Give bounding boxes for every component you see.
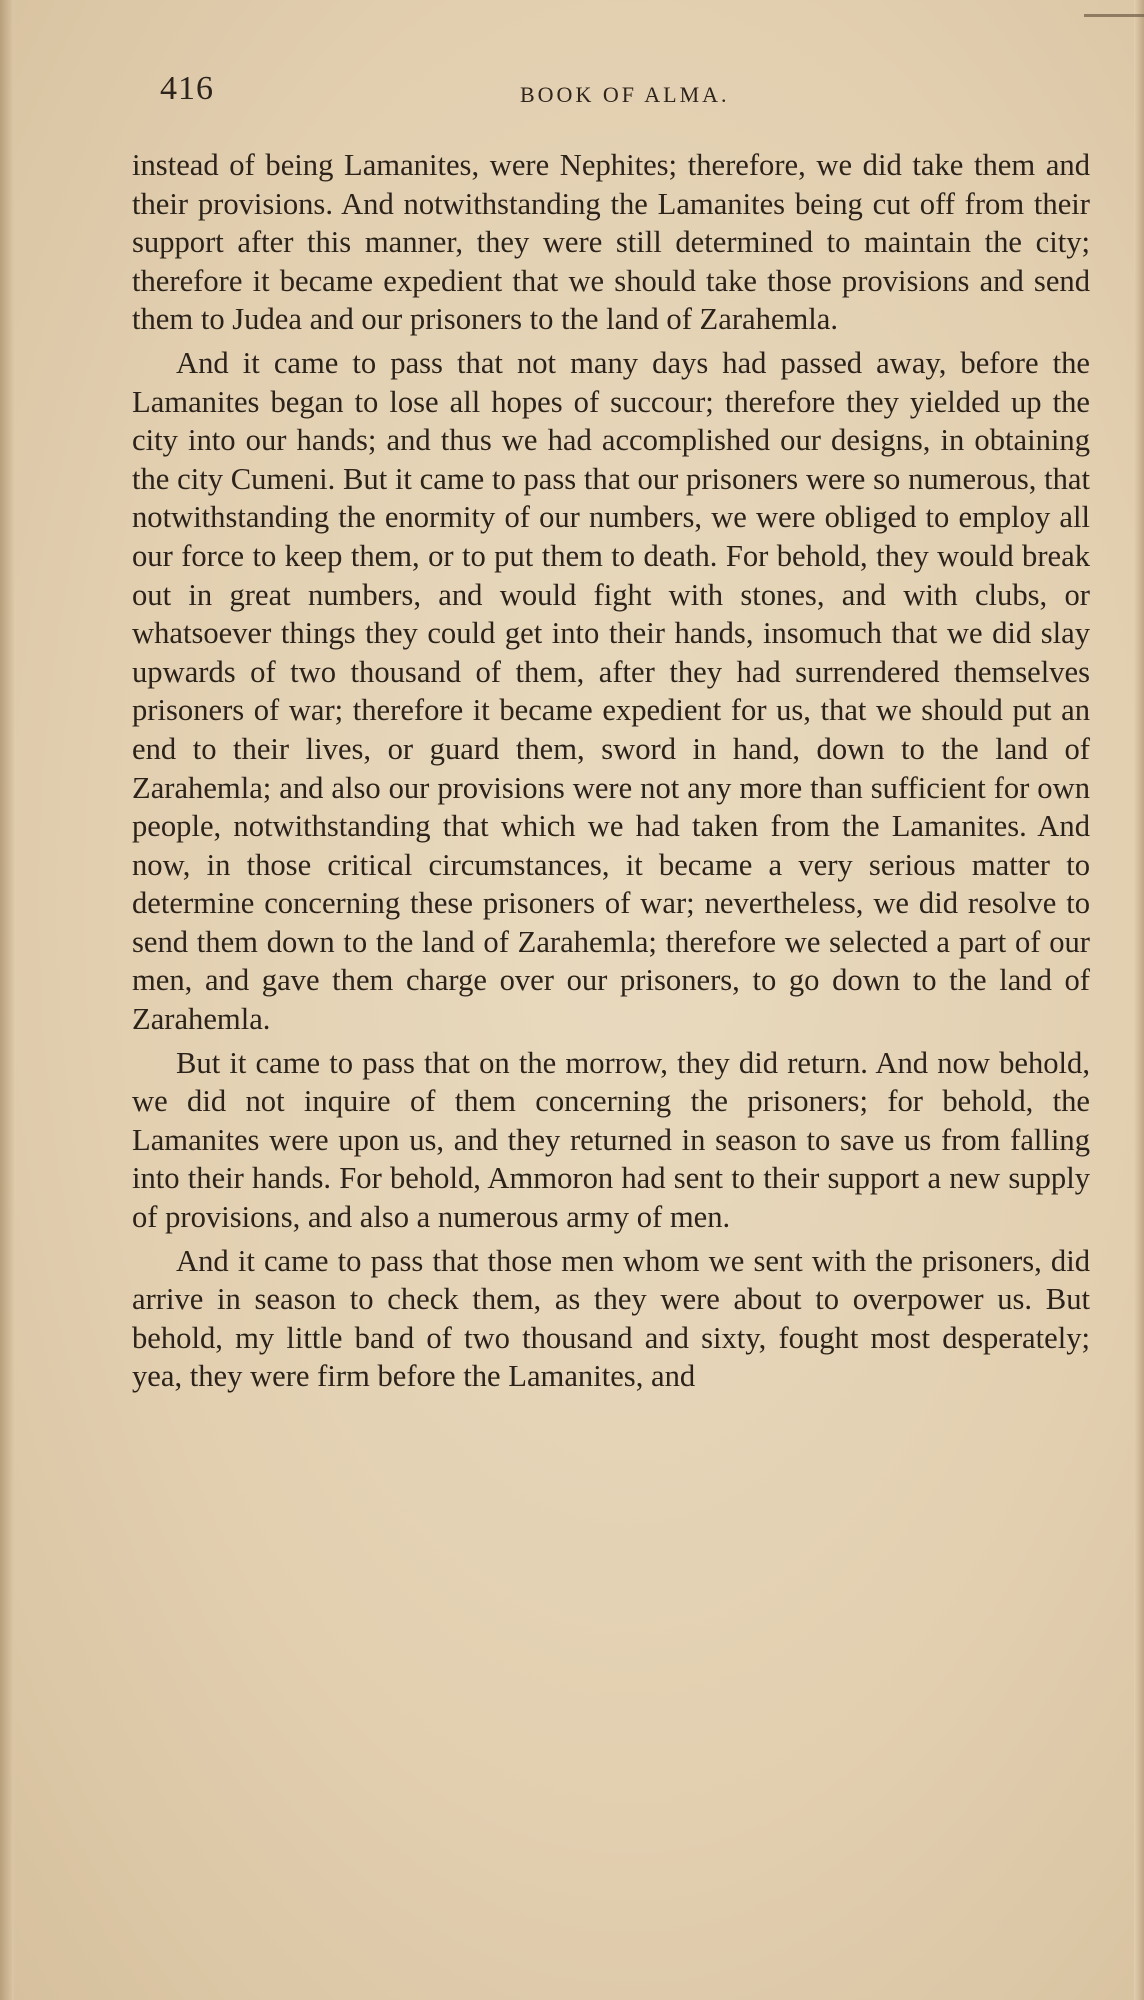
paragraph-continued: instead of being Lamanites, were Nephites; therefore, we did take them and their provisions. And notwithstanding the Lamanites being cut off from their support after this manner, they were still determined to maintain the city; therefore it became expedient that we should take those provisions and send them to Judea and our prisoners to the land of Zarahemla. xyxy=(132,148,1090,337)
page-gutter-edge xyxy=(0,0,14,2000)
page-number: 416 xyxy=(160,70,214,107)
paragraph: And it came to pass that not many days had passed away, before the Lamanites began to lose all hopes of succour; therefore they yielded up the city into our hands; and thus we had accomplished our designs, in obtaining the city Cumeni. But it came to pass that our prisoners were so numerous, that notwithstanding the enormity of our numbers, we were obliged to employ all our force to keep them, or to put them to death. For behold, they would break out in great numbers, and would fight with stones, and with clubs, or whatsoever things they could get into their hands, insomuch that we did slay upwards of two thousand of them, after they had surrendered themselves prisoners of war; therefore it became expedient for us, that we should put an end to their lives, or guard them, sword in hand, down to the land of Zarahemla; and also our provisions were not any more than sufficient for own people, notwithstanding that which we had taken from the Lamanites. And now, in those critical circumstances, it became a very serious matter to determine concerning these prisoners of war; nevertheless, we did resolve to send them down to the land of Zarahemla; therefore we selected a part of our men, and gave them charge over our prisoners, to go down to the land of Zarahemla. xyxy=(132,345,1090,1037)
page-corner-mark xyxy=(1084,0,1144,17)
paragraph: But it came to pass that on the morrow, they did return. And now behold, we did not inquire of them concerning the prisoners; for behold, the Lamanites were upon us, and they returned in season to save us from falling into their hands. For behold, Ammoron had sent to their support a new supply of provisions, and also a numerous army of men. xyxy=(132,1045,1090,1235)
page-outer-edge xyxy=(1134,0,1144,2000)
body-text xyxy=(132,146,1090,1396)
running-head xyxy=(160,70,1090,120)
running-title: BOOK OF ALMA. xyxy=(520,82,730,107)
paragraph: And it came to pass that those men whom we sent with the prisoners, did arrive in season to check them, as they were about to overpower us. But behold, my little band of two thousand and sixty, fought most desperately; yea, they were firm before the Lamanites, and xyxy=(132,1243,1090,1394)
